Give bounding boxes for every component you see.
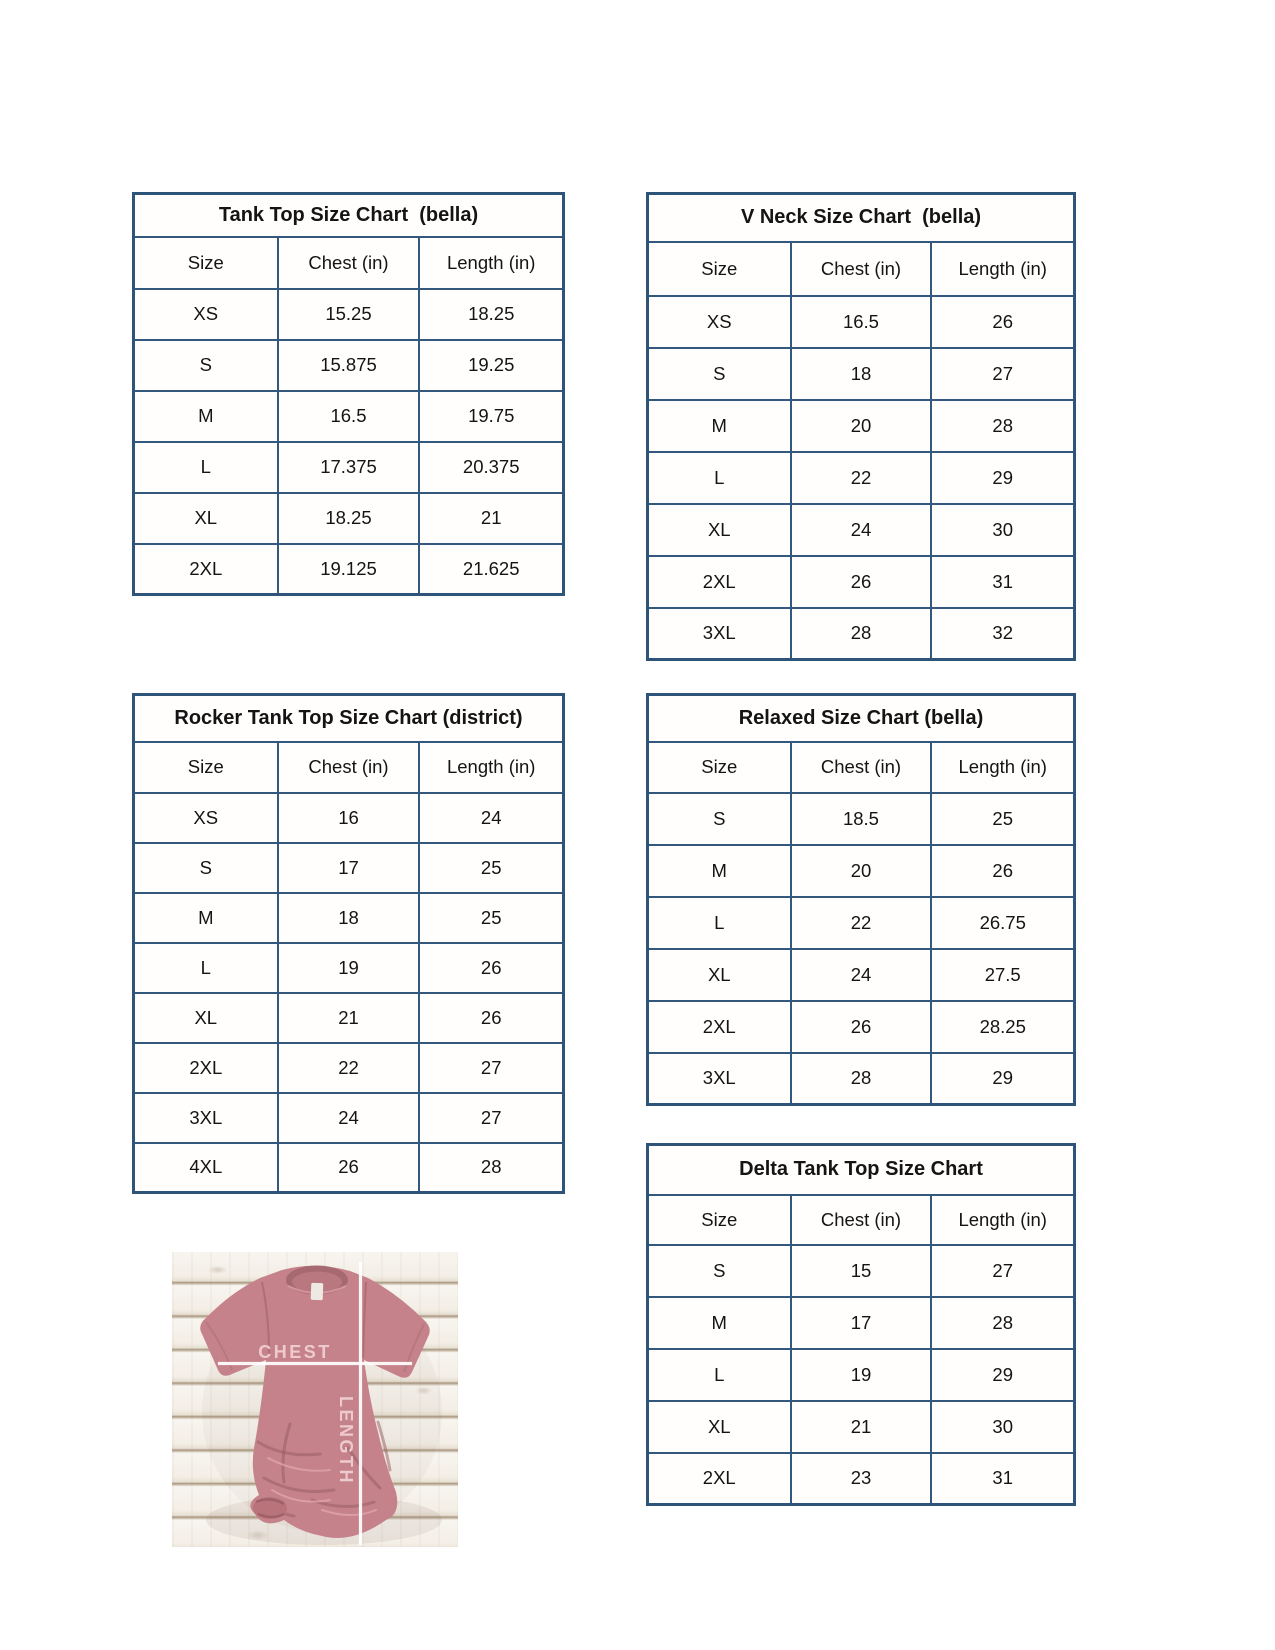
- length-measure-line: [359, 1262, 362, 1545]
- table-cell: 20: [791, 400, 932, 452]
- table-cell: 15.25: [278, 289, 420, 340]
- table-cell: 15: [791, 1245, 932, 1297]
- table-cell: 17.375: [278, 442, 420, 493]
- table-cell: S: [134, 340, 278, 391]
- column-header: Length (in): [419, 742, 563, 793]
- table-row: [648, 897, 1075, 949]
- table-row: [648, 452, 1075, 504]
- table-cell: 27: [931, 1245, 1074, 1297]
- table-row: [134, 843, 564, 893]
- column-header: Length (in): [931, 1195, 1074, 1245]
- table-cell: S: [648, 793, 791, 845]
- table-cell: 16.5: [791, 296, 932, 348]
- table-cell: 18.25: [419, 289, 563, 340]
- table-cell: S: [648, 1245, 791, 1297]
- column-header: Length (in): [931, 742, 1074, 793]
- tank-top-table: [132, 192, 565, 596]
- relaxed-title-row: [648, 695, 1075, 742]
- table-cell: 2XL: [648, 1001, 791, 1053]
- table-cell: 24: [278, 1093, 420, 1143]
- column-header: Chest (in): [791, 742, 932, 793]
- table-row: [648, 1297, 1075, 1349]
- table-cell: 29: [931, 1053, 1074, 1105]
- table-cell: 18.5: [791, 793, 932, 845]
- table-cell: XL: [648, 504, 791, 556]
- table-row: [134, 1043, 564, 1093]
- table-cell: 19: [278, 943, 420, 993]
- column-header: Size: [134, 237, 278, 289]
- table-cell: XL: [134, 493, 278, 544]
- table-cell: 17: [791, 1297, 932, 1349]
- rocker-tank-top-size-table: [132, 693, 565, 1194]
- table-cell: 31: [931, 556, 1074, 608]
- delta-tank-top-header-row: [648, 1195, 1075, 1245]
- relaxed-header-row: [648, 742, 1075, 793]
- table-cell: 2XL: [648, 556, 791, 608]
- column-header: Chest (in): [791, 1195, 932, 1245]
- table-cell: 2XL: [134, 1043, 278, 1093]
- tshirt-knot: [253, 1497, 287, 1519]
- table-cell: 31: [931, 1453, 1074, 1505]
- table-cell: 20: [791, 845, 932, 897]
- table-cell: 22: [791, 452, 932, 504]
- table-cell: 30: [931, 504, 1074, 556]
- table-cell: XS: [134, 793, 278, 843]
- column-header: Size: [134, 742, 278, 793]
- table-row: [134, 442, 564, 493]
- table-row: [134, 340, 564, 391]
- table-cell: M: [134, 893, 278, 943]
- table-cell: 28: [791, 608, 932, 660]
- table-row: [648, 556, 1075, 608]
- table-cell: S: [134, 843, 278, 893]
- table-cell: M: [648, 400, 791, 452]
- table-cell: 20.375: [419, 442, 563, 493]
- table-cell: 25: [419, 843, 563, 893]
- table-row: [648, 1001, 1075, 1053]
- table-cell: 18: [278, 893, 420, 943]
- table-cell: 2XL: [134, 544, 278, 595]
- table-cell: 26: [419, 993, 563, 1043]
- table-cell: 28: [791, 1053, 932, 1105]
- length-label: LENGTH: [336, 1395, 356, 1485]
- column-header: Size: [648, 242, 791, 296]
- table-row: [648, 348, 1075, 400]
- delta-tank-top-table: [646, 1143, 1076, 1506]
- table-cell: 17: [278, 843, 420, 893]
- table-row: [134, 893, 564, 943]
- table-cell: 19.125: [278, 544, 420, 595]
- table-cell: 26: [419, 943, 563, 993]
- table-row: [134, 943, 564, 993]
- column-header: Length (in): [931, 242, 1074, 296]
- table-cell: 16: [278, 793, 420, 843]
- table-cell: 27: [419, 1043, 563, 1093]
- table-cell: 24: [791, 504, 932, 556]
- table-row: [134, 289, 564, 340]
- table-row: [648, 400, 1075, 452]
- tshirt-measurement-photo: [172, 1252, 458, 1547]
- tank-top-header-row: [134, 237, 564, 289]
- v-neck-title-row: [648, 194, 1075, 242]
- column-header: Size: [648, 1195, 791, 1245]
- table-cell: XL: [134, 993, 278, 1043]
- table-row: [648, 949, 1075, 1001]
- table-cell: L: [648, 452, 791, 504]
- table-cell: 15.875: [278, 340, 420, 391]
- table-cell: 25: [419, 893, 563, 943]
- table-row: [134, 544, 564, 595]
- table-cell: S: [648, 348, 791, 400]
- table-cell: XS: [134, 289, 278, 340]
- column-header: Chest (in): [278, 742, 420, 793]
- table-cell: 27.5: [931, 949, 1074, 1001]
- table-cell: 21: [791, 1401, 932, 1453]
- table-cell: 30: [931, 1401, 1074, 1453]
- table-row: [648, 1245, 1075, 1297]
- table-cell: 21: [419, 493, 563, 544]
- table-row: [134, 391, 564, 442]
- table-row: [648, 608, 1075, 660]
- table-cell: L: [648, 897, 791, 949]
- v-neck-title: V Neck Size Chart (bella): [648, 194, 1075, 242]
- v-neck-table: [646, 192, 1076, 661]
- table-cell: 23: [791, 1453, 932, 1505]
- rocker-tank-top-title: Rocker Tank Top Size Chart (district): [134, 695, 564, 742]
- v-neck-size-table: [646, 192, 1076, 661]
- table-cell: L: [648, 1349, 791, 1401]
- delta-tank-top-title-row: [648, 1145, 1075, 1195]
- table-row: [134, 1093, 564, 1143]
- table-cell: 26.75: [931, 897, 1074, 949]
- table-row: [648, 1401, 1075, 1453]
- table-cell: L: [134, 442, 278, 493]
- table-cell: 28: [931, 1297, 1074, 1349]
- delta-tank-top-title: Delta Tank Top Size Chart: [648, 1145, 1075, 1195]
- relaxed-table: [646, 693, 1076, 1106]
- tank-top-title: Tank Top Size Chart (bella): [134, 194, 564, 237]
- relaxed-title: Relaxed Size Chart (bella): [648, 695, 1075, 742]
- table-cell: 19.25: [419, 340, 563, 391]
- table-cell: XL: [648, 1401, 791, 1453]
- table-cell: 27: [419, 1093, 563, 1143]
- v-neck-header-row: [648, 242, 1075, 296]
- table-row: [648, 504, 1075, 556]
- chest-label: CHEST: [258, 1342, 332, 1362]
- table-cell: 22: [278, 1043, 420, 1093]
- table-cell: 28.25: [931, 1001, 1074, 1053]
- rocker-tank-top-table: [132, 693, 565, 1194]
- table-cell: 3XL: [134, 1093, 278, 1143]
- rocker-tank-top-title-row: [134, 695, 564, 742]
- table-cell: 26: [931, 296, 1074, 348]
- table-cell: 16.5: [278, 391, 420, 442]
- table-cell: 32: [931, 608, 1074, 660]
- table-cell: M: [648, 845, 791, 897]
- tank-top-title-row: [134, 194, 564, 237]
- table-row: [648, 296, 1075, 348]
- table-cell: M: [648, 1297, 791, 1349]
- table-cell: 28: [419, 1143, 563, 1193]
- column-header: Size: [648, 742, 791, 793]
- column-header: Chest (in): [791, 242, 932, 296]
- table-cell: 19.75: [419, 391, 563, 442]
- table-cell: 26: [278, 1143, 420, 1193]
- table-cell: 3XL: [648, 608, 791, 660]
- tank-top-size-table: [132, 192, 565, 596]
- table-cell: 26: [931, 845, 1074, 897]
- table-row: [648, 1053, 1075, 1105]
- tshirt-tag: [311, 1283, 324, 1300]
- column-header: Length (in): [419, 237, 563, 289]
- table-cell: 24: [419, 793, 563, 843]
- table-row: [134, 493, 564, 544]
- table-row: [134, 793, 564, 843]
- column-header: Chest (in): [278, 237, 420, 289]
- table-row: [648, 793, 1075, 845]
- rocker-tank-top-header-row: [134, 742, 564, 793]
- table-row: [134, 1143, 564, 1193]
- table-cell: L: [134, 943, 278, 993]
- table-cell: 29: [931, 452, 1074, 504]
- table-cell: 21.625: [419, 544, 563, 595]
- tshirt-illustration: [172, 1252, 458, 1547]
- relaxed-size-table: [646, 693, 1076, 1106]
- table-row: [648, 1453, 1075, 1505]
- table-cell: 19: [791, 1349, 932, 1401]
- table-cell: 18.25: [278, 493, 420, 544]
- table-cell: M: [134, 391, 278, 442]
- table-cell: XL: [648, 949, 791, 1001]
- table-cell: 25: [931, 793, 1074, 845]
- table-cell: 4XL: [134, 1143, 278, 1193]
- table-row: [648, 845, 1075, 897]
- table-cell: 26: [791, 1001, 932, 1053]
- table-cell: 3XL: [648, 1053, 791, 1105]
- table-cell: 2XL: [648, 1453, 791, 1505]
- table-row: [648, 1349, 1075, 1401]
- table-cell: 28: [931, 400, 1074, 452]
- table-cell: XS: [648, 296, 791, 348]
- table-cell: 26: [791, 556, 932, 608]
- table-row: [134, 993, 564, 1043]
- table-cell: 21: [278, 993, 420, 1043]
- table-cell: 18: [791, 348, 932, 400]
- table-cell: 29: [931, 1349, 1074, 1401]
- table-cell: 22: [791, 897, 932, 949]
- delta-tank-top-size-table: [646, 1143, 1076, 1506]
- table-cell: 24: [791, 949, 932, 1001]
- table-cell: 27: [931, 348, 1074, 400]
